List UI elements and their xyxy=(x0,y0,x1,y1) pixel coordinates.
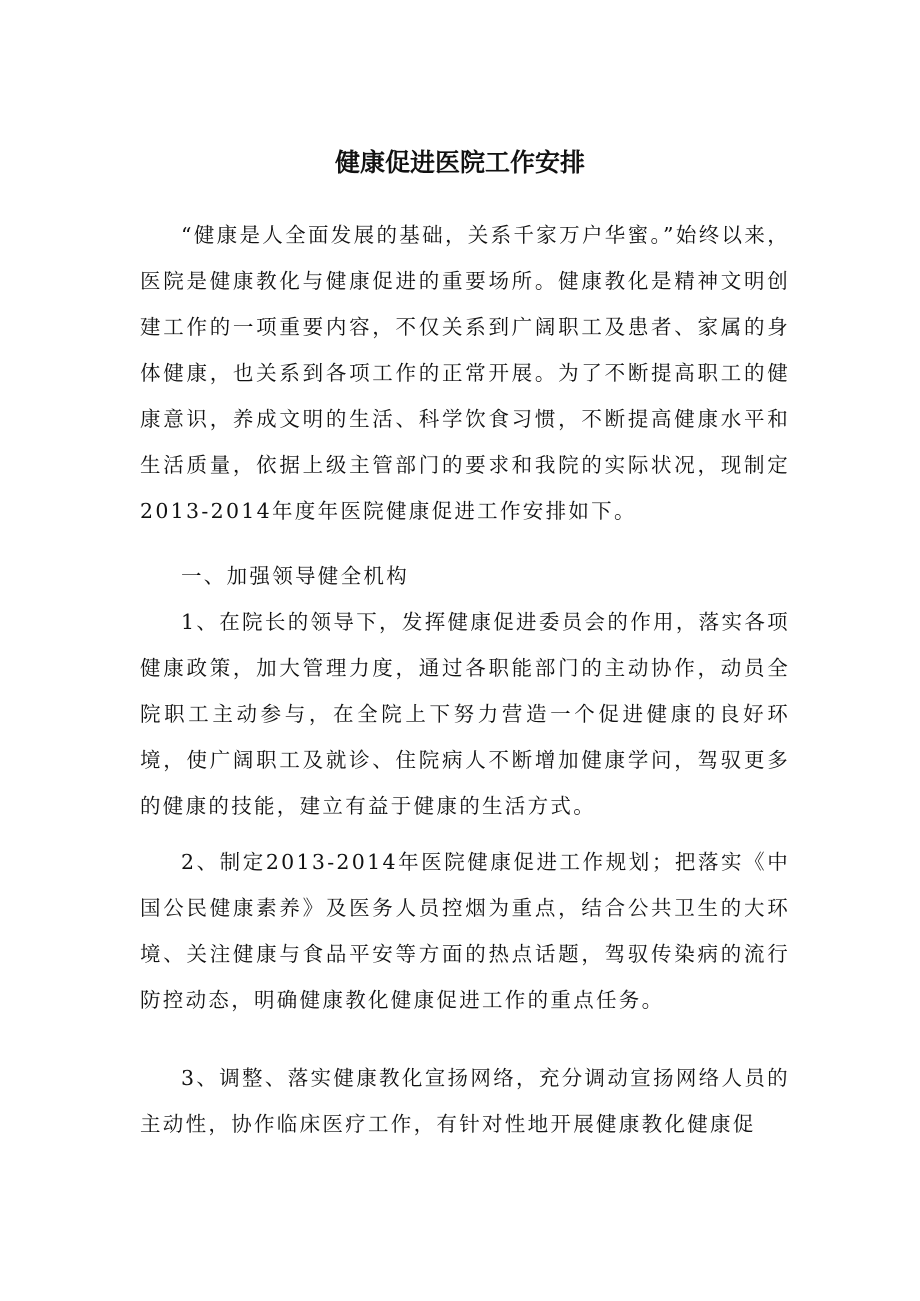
list-item-paragraph: 1、在院长的领导下，发挥健康促进委员会的作用，落实各项健康政策，加大管理力度，通过各职能部门的主动协作，动员全院职工主动参与，在全院上下努力营造一个促进健康的良好环境，使广阔职工及就诊、住院病人不断增加健康学问，驾驭更多的健康的技能，建立有益于健康的生活方式。 xyxy=(140,610,790,818)
page-title: 健康促进医院工作安排 xyxy=(334,147,585,177)
section-heading: 一、加强领导健全机构 xyxy=(181,564,409,588)
list-item-paragraph: 3、调整、落实健康教化宣扬网络，充分调动宣扬网络人员的主动性，协作临床医疗工作，有针对性地开展健康教化健康促 xyxy=(140,1066,790,1136)
list-item-paragraph: 2、制定2013-2014年医院健康促进工作规划；把落实《中国公民健康素养》及医务人员控烟为重点，结合公共卫生的大环境、关注健康与食品平安等方面的热点话题，驾驭传染病的流行防控动态，明确健康教化健康促进工作的重点任务。 xyxy=(140,850,790,1012)
intro-paragraph: “健康是人全面发展的基础，关系千家万户华蜜。”始终以来，医院是健康教化与健康促进的重要场所。健康教化是精神文明创建工作的一项重要内容，不仅关系到广阔职工及患者、家属的身体健康，也关系到各项工作的正常开展。为了不断提高职工的健康意识，养成文明的生活、科学饮食习惯，不断提高健康水平和生活质量，依据上级主管部门的要求和我院的实际状况，现制定2013-2014年度年医院健康促进工作安排如下。 xyxy=(140,223,790,523)
